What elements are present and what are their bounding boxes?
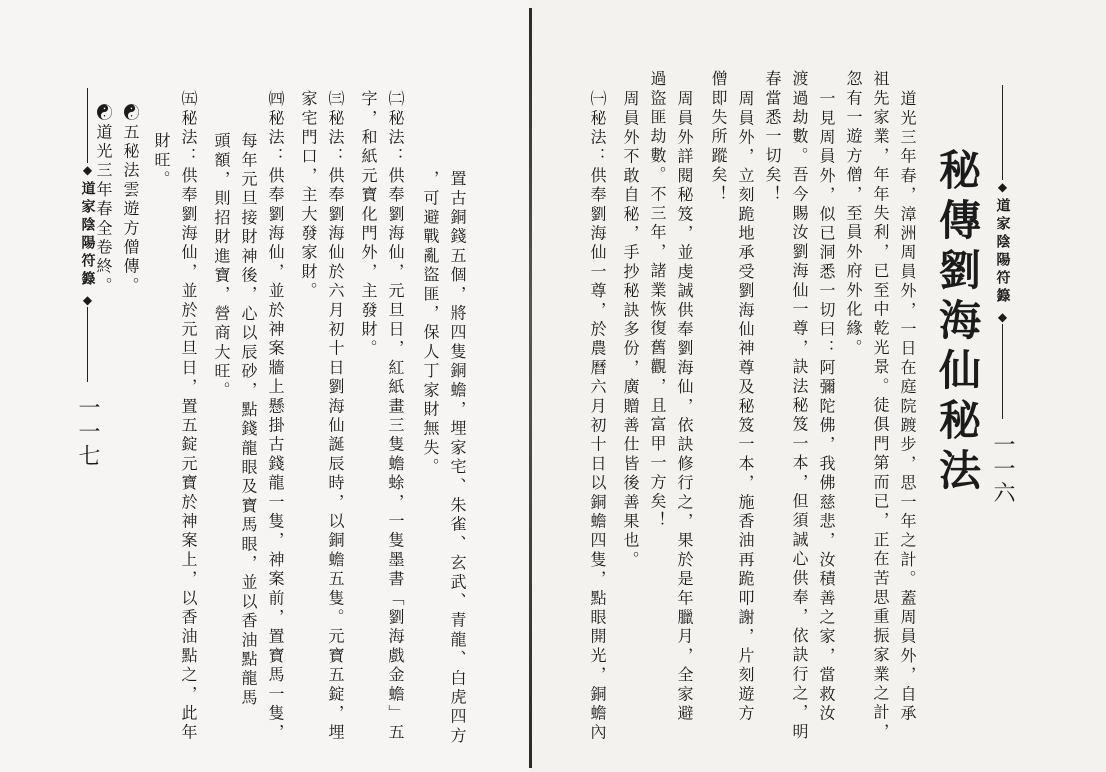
text-column: 每年元旦接財神後，心以辰砂，點錢龍眼及寶馬眼，並以香油點龍馬 xyxy=(239,132,258,708)
text-column: 周員外詳閱秘笈，並虔誠供奉劉海仙，依訣修行之，果於是年臘月，全家避 xyxy=(675,90,694,724)
text-column: ☯五秘法雲遊方僧傳。 xyxy=(121,104,140,296)
text-column: 字，和紙元寶化門外，主發財。 xyxy=(359,90,378,359)
text-column: 周員外，立刻跪地承受劉海仙神尊及秘笈一本，施香油再跪叩謝，片刻遊方 xyxy=(736,90,755,724)
rule-line xyxy=(87,307,88,382)
diamond-ornament: ◆ xyxy=(82,293,93,307)
text-column: 一見周員外，似已洞悉一切曰：阿彌陀佛，我佛慈悲，汝積善之家，當救汝 xyxy=(817,90,836,724)
text-column: 家宅門口，主大發家財。 xyxy=(299,90,318,302)
text-column: 頭額，則招財進寶，營商大旺。 xyxy=(212,132,231,401)
text-column: 周員外不敢自秘，手抄秘訣多份，廣贈善仕皆後善果也。 xyxy=(621,90,640,570)
text-column: 過盜匪劫數。不三年，諸業恢復舊觀，且富甲一方矣！ xyxy=(648,70,667,531)
right-page-header-rule xyxy=(987,85,1018,505)
left-page xyxy=(0,0,530,772)
text-column: ，可避戰亂盜匪，保人丁家財無失。 xyxy=(421,170,440,478)
text-column: ㈣秘法：供奉劉海仙，並於神案牆上懸掛古錢龍一隻，神案前，置寶馬一隻， xyxy=(266,90,285,743)
text-column: 置古銅錢五個，將四隻銅蟾，埋家宅、朱雀、玄武、青龍、白虎四方 xyxy=(448,170,467,746)
text-column: ㈠秘法：供奉劉海仙一尊，於農曆六月初十日以銅蟾四隻，點眼開光，銅蟾內 xyxy=(588,90,607,743)
text-column: ㈡秘法：供奉劉海仙，元旦日，紅紙畫三隻蟾蜍，一隻墨書「劉海戲金蟾」五 xyxy=(386,90,405,743)
rule-line xyxy=(1002,85,1003,180)
book-title: 道家陰陽符籙 xyxy=(994,198,1011,306)
rule-line xyxy=(1002,324,1003,419)
book-title: 道家陰陽符籙 xyxy=(79,181,96,289)
text-column: 渡過劫數。吾今賜汝劉海仙一尊，訣法秘笈一本，但須誠心供奉，依訣行之，明 xyxy=(790,70,809,742)
text-column: ☯道光三年春全卷終。 xyxy=(94,104,113,296)
diamond-ornament: ◆ xyxy=(997,310,1008,324)
rule-line xyxy=(87,88,88,163)
text-column: 春當悉一切矣！ xyxy=(763,70,782,205)
page-number: 一一七 xyxy=(75,396,100,468)
text-column: 忽有一遊方僧，至員外府外化緣。 xyxy=(844,70,863,358)
chapter-title: 秘傳劉海仙秘法 xyxy=(933,148,982,498)
diamond-ornament: ◆ xyxy=(82,163,93,177)
text-column: 僧即失所蹤矣！ xyxy=(709,70,728,205)
page-number: 一一六 xyxy=(990,433,1015,505)
diamond-ornament: ◆ xyxy=(997,180,1008,194)
text-column: ㈢秘法：供奉劉海仙於六月初十日劉海仙誕辰時，以銅蟾五隻。元寶五錠，埋 xyxy=(326,90,345,743)
text-column: 財旺。 xyxy=(152,132,171,190)
right-page xyxy=(532,0,1106,772)
text-column: 祖先家業，年年失利，已至中乾光景。徒俱門第而已，正在苦思重振家業之計， xyxy=(871,70,890,742)
text-column: 道光三年春，漳洲周員外，一日在庭院踱步，思一年之計。蓋周員外，自承 xyxy=(898,90,917,724)
text-column: ㈤秘法：供奉劉海仙，並於元旦日，置五錠元寶於神案上，以香油點之，此年 xyxy=(179,90,198,743)
